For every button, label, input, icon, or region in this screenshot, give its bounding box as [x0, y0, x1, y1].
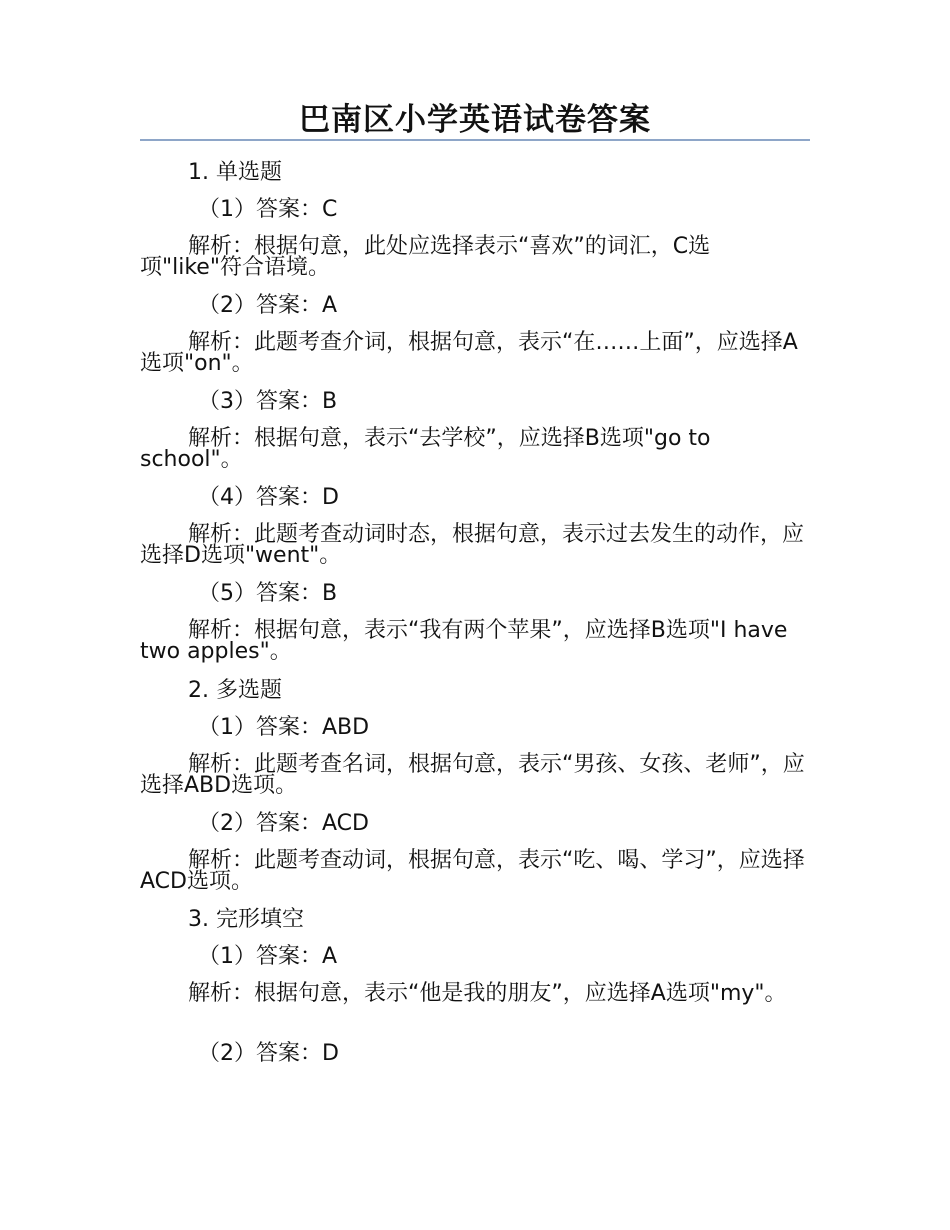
explanation-text: 解析：根据句意，表示“去学校”，应选择B选项"go to school"。: [140, 426, 711, 472]
explanation-text: 解析：此题考查介词，根据句意，表示“在……上面”，应选择A选项"on"。: [140, 330, 798, 376]
answer-line: （2）答案：A: [198, 293, 338, 318]
answer-line: （2）答案：D: [198, 1041, 339, 1066]
answer-line: （5）答案：B: [198, 581, 338, 606]
explanation-text: 解析：此题考查动词，根据句意，表示“吃、喝、学习”，应选择ACD选项。: [140, 848, 805, 894]
explanation-text: 解析：此题考查名词，根据句意，表示“男孩、女孩、老师”，应选择ABD选项。: [140, 752, 805, 798]
section-heading: 1. 单选题: [188, 160, 282, 185]
answer-line: （2）答案：ACD: [198, 811, 369, 836]
section-heading: 3. 完形填空: [188, 907, 304, 932]
answer-line: （1）答案：A: [198, 944, 338, 969]
answer-line: （3）答案：B: [198, 389, 338, 414]
title-underline: [140, 139, 810, 141]
section-heading: 2. 多选题: [188, 678, 282, 703]
explanation-text: 解析：根据句意，表示“他是我的朋友”，应选择A选项"my"。: [188, 981, 787, 1006]
answer-line: （1）答案：C: [198, 197, 338, 222]
answer-line: （4）答案：D: [198, 485, 339, 510]
explanation-text: 解析：此题考查动词时态，根据句意，表示过去发生的动作，应选择D选项"went"。: [140, 522, 805, 568]
explanation-text: 解析：根据句意，表示“我有两个苹果”，应选择B选项"I have two apples"。: [140, 618, 788, 664]
explanation-text: 解析：根据句意，此处应选择表示“喜欢”的词汇，C选项"like"符合语境。: [140, 234, 711, 280]
answer-line: （1）答案：ABD: [198, 715, 370, 740]
page-title: 巴南区小学英语试卷答案: [299, 102, 651, 138]
